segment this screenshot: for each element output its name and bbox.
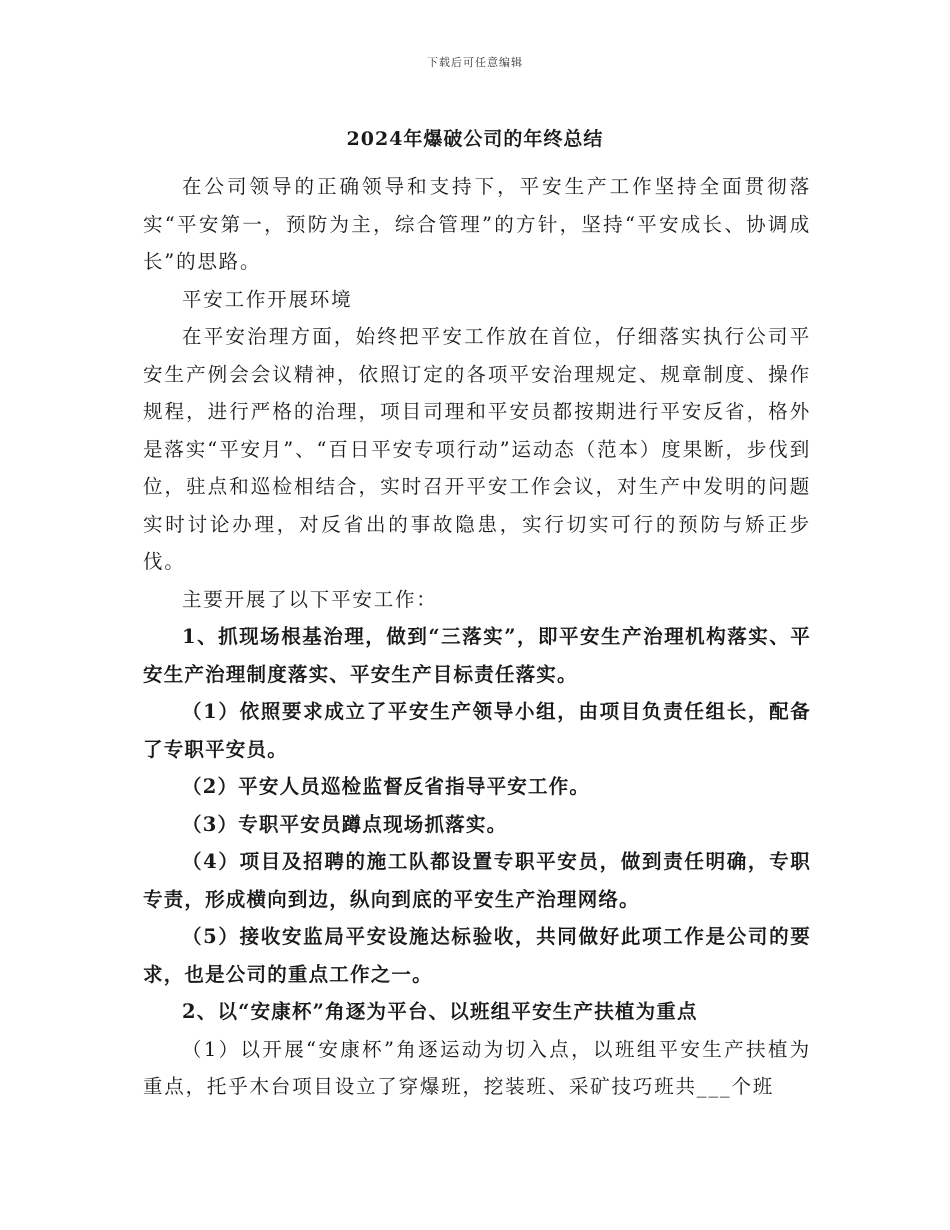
document-title: 2024年爆破公司的年终总结 bbox=[346, 128, 604, 150]
item-1-sub-1: （1）依照要求成立了平安生产领导小组，由项目负责任组长，配备了专职平安员。 bbox=[143, 700, 811, 761]
header-note: 下载后可任意编辑 bbox=[427, 56, 523, 69]
item-1-sub-3: （3）专职平安员蹲点现场抓落实。 bbox=[182, 812, 508, 836]
item-1-sub-4: （4）项目及招聘的施工队都设置专职平安员，做到责任明确，专职专责，形成横向到边，纵向到底的平安生产治理网络。 bbox=[143, 850, 811, 911]
item-1-heading: 1、抓现场根基治理，做到“三落实”，即平安生产治理机构落实、平安生产治理制度落实、平安生产目标责任落实。 bbox=[143, 625, 811, 686]
item-2-sub-1: （1）以开展“安康杯”角逐运动为切入点，以班组平安生产扶植为重点，托乎木台项目设立了穿爆班，挖装班、采矿技巧班共___个班 bbox=[143, 1037, 811, 1098]
item-2-heading: 2、以“安康杯”角逐为平台、以班组平安生产扶植为重点 bbox=[182, 1000, 698, 1023]
paragraph-intro: 在公司领导的正确领导和支持下，平安生产工作坚持全面贯彻落实“平安第一，预防为主，综合管理”的方针，坚持“平安成长、协调成长”的思路。 bbox=[143, 175, 811, 273]
document-body bbox=[143, 168, 811, 1106]
item-1-sub-2: （2）平安人员巡检监督反省指导平安工作。 bbox=[182, 775, 591, 798]
paragraph-main-work: 主要开展了以下平安工作： bbox=[182, 587, 438, 611]
section-heading-environment: 平安工作开展环境 bbox=[182, 287, 353, 311]
item-1-sub-5: （5）接收安监局平安设施达标验收，共同做好此项工作是公司的要求，也是公司的重点工作之一。 bbox=[143, 925, 811, 986]
paragraph-management: 在平安治理方面，始终把平安工作放在首位，仔细落实执行公司平安生产例会会议精神，依照订定的各项平安治理规定、规章制度、操作规程，进行严格的治理，项目司理和平安员都按期进行平安反省，格外是落实“平安月”、“百日平安专项行动”运动态（范本）度果断，步伐到位，驻点和巡检相结合，实时召开平安工作会议，对生产中发明的问题实时讨论办理，对反省出的事故隐患，实行切实可行的预防与矫正步伐。 bbox=[143, 325, 811, 573]
